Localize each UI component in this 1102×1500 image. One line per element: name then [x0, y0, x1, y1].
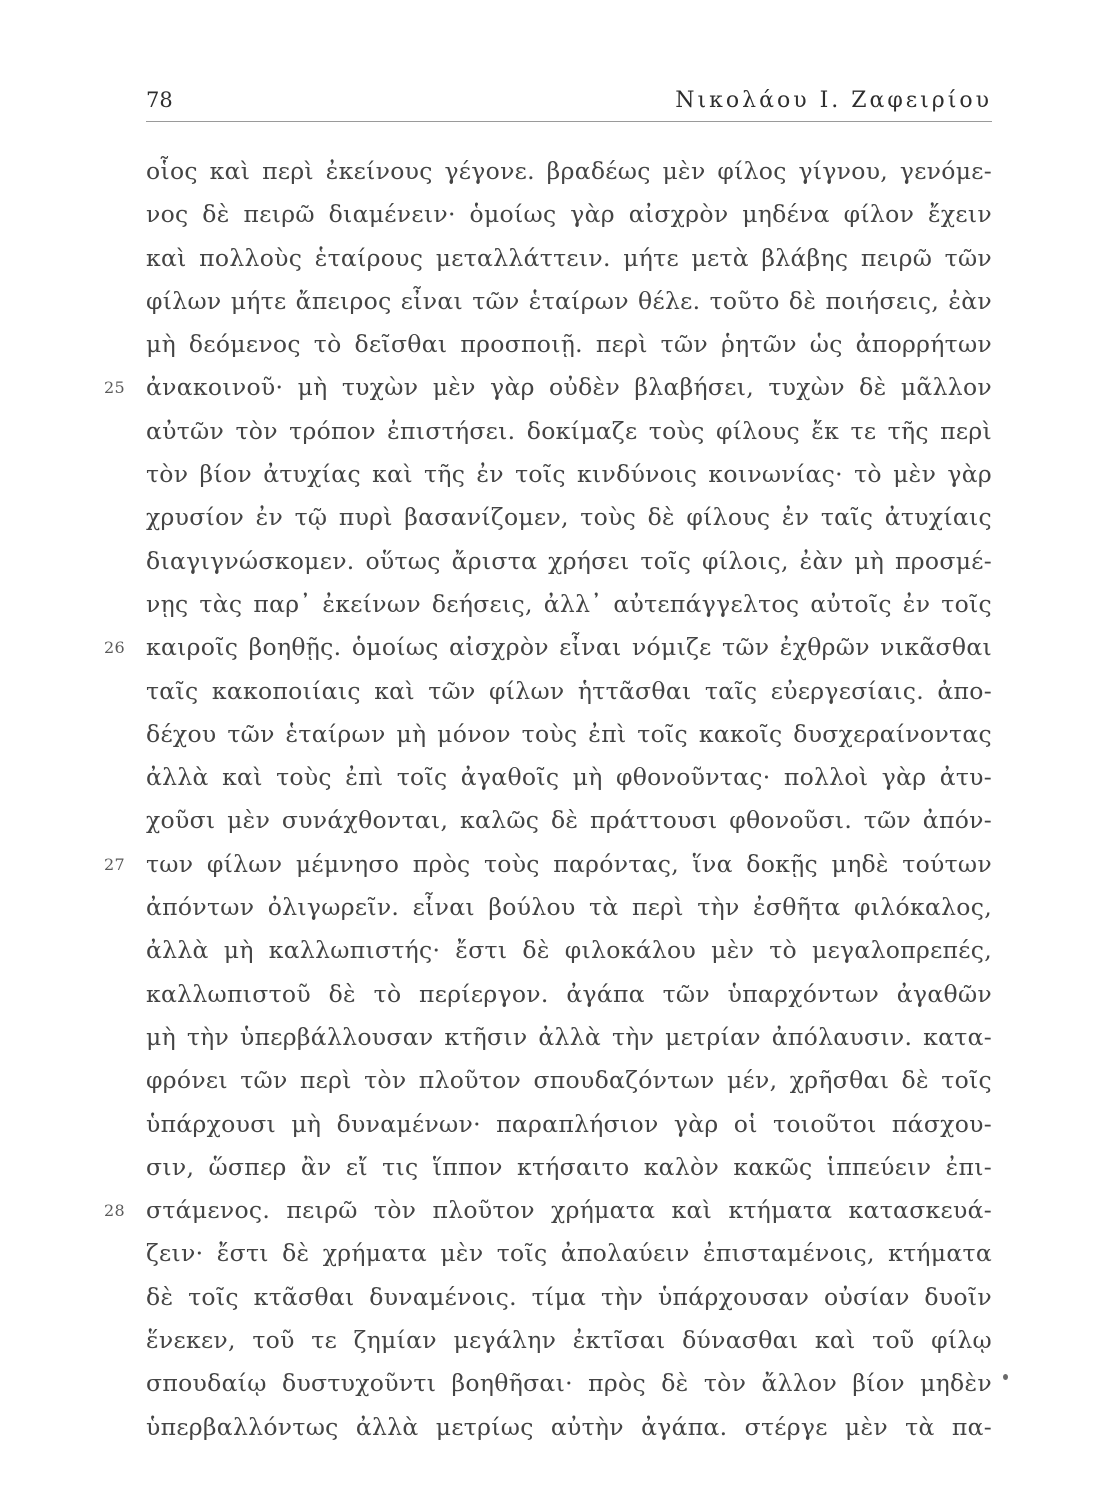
- text-line: [146, 1232, 992, 1275]
- line-text: οἷος καὶ περὶ ἐκείνους γέγονε. βραδέως μὲν φίλος γίγνου, γενόμε-: [146, 157, 992, 185]
- line-text: φρόνει τῶν περὶ τὸν πλοῦτον σπουδαζόντων μέν, χρῆσθαι δὲ τοῖς: [146, 1066, 992, 1095]
- line-text: νος δὲ πειρῶ διαμένειν· ὁμοίως γὰρ αἰσχρὸν μηδένα φίλον ἔχειν: [146, 200, 992, 229]
- text-line: [104, 626, 992, 669]
- text-line: [146, 237, 992, 280]
- line-text: αὐτῶν τὸν τρόπον ἐπιστήσει. δοκίμαζε τοὺς φίλους ἔκ τε τῆς περὶ: [146, 416, 992, 445]
- text-line: [146, 1362, 992, 1405]
- line-text: ἀνακοινοῦ· μὴ τυχὼν μὲν γὰρ οὐδὲν βλαβήσει, τυχὼν δὲ μᾶλλον: [146, 373, 992, 402]
- text-line: [146, 280, 992, 323]
- text-line: [146, 323, 992, 366]
- line-text: ὑπάρχουσι μὴ δυναμένων· παραπλήσιον γὰρ οἱ τοιοῦτοι πάσχου-: [146, 1109, 992, 1138]
- text-line: [146, 1319, 992, 1362]
- line-text: σιν, ὥσπερ ἂν εἴ τις ἵππον κτήσαιτο καλὸν κακῶς ἱππεύειν ἐπι-: [146, 1152, 992, 1181]
- page-header: [146, 88, 992, 118]
- text-line: [146, 410, 992, 453]
- header-rule: [146, 121, 992, 122]
- text-line: [146, 1406, 992, 1449]
- text-line: [146, 193, 992, 236]
- line-text: νῃς τὰς παρ᾽ ἐκείνων δεήσεις, ἀλλ᾽ αὐτεπάγγελτος αὐτοῖς ἐν τοῖς: [146, 589, 992, 618]
- line-text: των φίλων μέμνησο πρὸς τοὺς παρόντας, ἵνα δοκῇς μηδὲ τούτων: [146, 849, 992, 878]
- line-text: ζειν· ἔστι δὲ χρήματα μὲν τοῖς ἀπολαύειν ἐπισταμένοις, κτήματα: [146, 1239, 992, 1268]
- text-line: [146, 886, 992, 929]
- text-line: [146, 756, 992, 799]
- text-line: [146, 670, 992, 713]
- body-text: [104, 150, 992, 1449]
- text-line: [146, 453, 992, 496]
- ink-speck: [1003, 1374, 1008, 1380]
- line-text: χοῦσι μὲν συνάχθονται, καλῶς δὲ πράττουσι φθονοῦσι. τῶν ἀπόν-: [146, 806, 992, 835]
- line-number: 27: [104, 854, 125, 874]
- line-text: μὴ τὴν ὑπερβάλλουσαν κτῆσιν ἀλλὰ τὴν μετρίαν ἀπόλαυσιν. κατα-: [146, 1022, 992, 1051]
- line-text: ὑπερβαλλόντως ἀλλὰ μετρίως αὐτὴν ἀγάπα. στέργε μὲν τὰ πα-: [146, 1412, 992, 1441]
- line-text: ἀλλὰ καὶ τοὺς ἐπὶ τοῖς ἀγαθοῖς μὴ φθονοῦντας· πολλοὶ γὰρ ἀτυ-: [146, 763, 992, 792]
- text-line: [146, 929, 992, 972]
- line-text: ἀπόντων ὀλιγωρεῖν. εἶναι βούλου τὰ περὶ τὴν ἐσθῆτα φιλόκαλος,: [146, 893, 992, 922]
- line-number: 28: [104, 1201, 125, 1221]
- line-text: δέχου τῶν ἑταίρων μὴ μόνον τοὺς ἐπὶ τοῖς κακοῖς δυσχεραίνοντας: [146, 719, 992, 748]
- text-line: [146, 583, 992, 626]
- line-text: διαγιγνώσκομεν. οὕτως ἄριστα χρήσει τοῖς φίλοις, ἐὰν μὴ προσμέ-: [146, 546, 992, 575]
- line-text: καλλωπιστοῦ δὲ τὸ περίεργον. ἀγάπα τῶν ὑπαρχόντων ἀγαθῶν: [146, 979, 992, 1008]
- text-line: [146, 1276, 992, 1319]
- text-line: [146, 799, 992, 842]
- line-text: χρυσίον ἐν τῷ πυρὶ βασανίζομεν, τοὺς δὲ φίλους ἐν ταῖς ἀτυχίαις: [146, 503, 992, 532]
- line-text: μὴ δεόμενος τὸ δεῖσθαι προσποιῇ. περὶ τῶν ῥητῶν ὡς ἀπορρήτων: [146, 330, 992, 359]
- line-text: καιροῖς βοηθῇς. ὁμοίως αἰσχρὸν εἶναι νόμιζε τῶν ἐχθρῶν νικᾶσθαι: [146, 633, 992, 662]
- text-line: [104, 366, 992, 409]
- text-line: [146, 540, 992, 583]
- text-line: [146, 1103, 992, 1146]
- line-text: ἕνεκεν, τοῦ τε ζημίαν μεγάλην ἐκτῖσαι δύνασθαι καὶ τοῦ φίλῳ: [146, 1326, 992, 1355]
- text-line: [104, 843, 992, 886]
- text-line: [146, 973, 992, 1016]
- text-line: [146, 1146, 992, 1189]
- line-number: 25: [104, 378, 125, 398]
- line-text: ταῖς κακοποιίαις καὶ τῶν φίλων ἡττᾶσθαι ταῖς εὐεργεσίαις. ἀπο-: [146, 676, 992, 705]
- text-line: [146, 1016, 992, 1059]
- text-line: [104, 1189, 992, 1232]
- line-text: σπουδαίῳ δυστυχοῦντι βοηθῆσαι· πρὸς δὲ τὸν ἄλλον βίον μηδὲν: [146, 1369, 992, 1398]
- line-text: καὶ πολλοὺς ἑταίρους μεταλλάττειν. μήτε μετὰ βλάβης πειρῶ τῶν: [146, 243, 992, 272]
- text-line: [146, 1059, 992, 1102]
- line-text: φίλων μήτε ἄπειρος εἶναι τῶν ἑταίρων θέλε. τοῦτο δὲ ποιήσεις, ἐὰν: [146, 286, 992, 315]
- text-line: [146, 713, 992, 756]
- text-line: [146, 496, 992, 539]
- text-line: [146, 150, 992, 193]
- line-number: 26: [104, 638, 125, 658]
- line-text: δὲ τοῖς κτᾶσθαι δυναμένοις. τίμα τὴν ὑπάρχουσαν οὐσίαν δυοῖν: [146, 1282, 992, 1311]
- line-text: τὸν βίον ἀτυχίας καὶ τῆς ἐν τοῖς κινδύνοις κοινωνίας· τὸ μὲν γὰρ: [146, 460, 992, 489]
- page-number: 78: [146, 88, 173, 112]
- running-head: Νικολάου Ι. Ζαφειρίου: [675, 88, 992, 113]
- line-text: στάμενος. πειρῶ τὸν πλοῦτον χρήματα καὶ κτήματα κατασκευά-: [146, 1196, 992, 1225]
- line-text: ἀλλὰ μὴ καλλωπιστής· ἔστι δὲ φιλοκάλου μὲν τὸ μεγαλοπρεπές,: [146, 936, 992, 965]
